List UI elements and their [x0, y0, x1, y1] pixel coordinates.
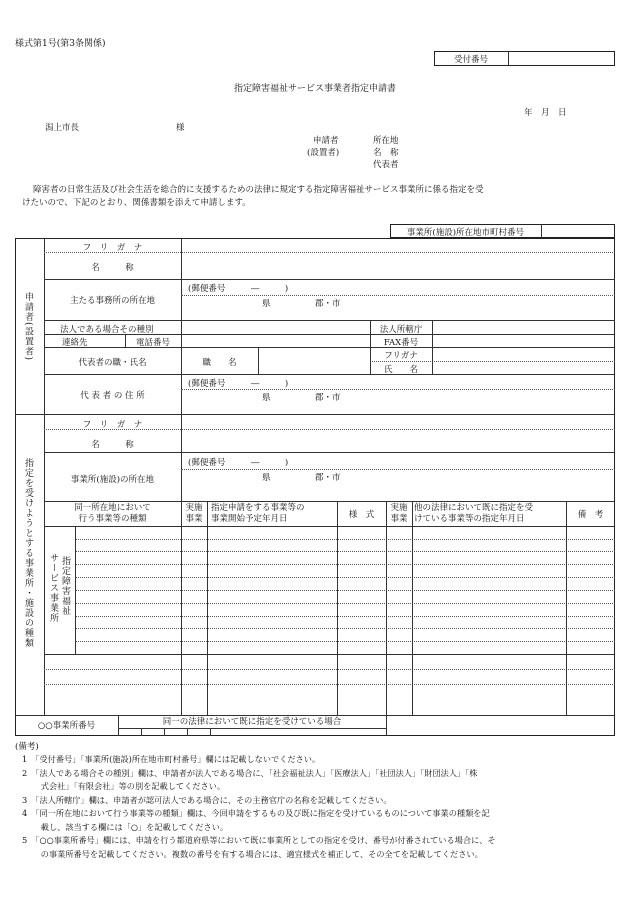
municipality-divider — [541, 224, 542, 238]
col-header-line: 同一所在地において — [74, 503, 151, 513]
sec1-corp-authority-label: 法人所轄庁 — [379, 325, 423, 335]
grid-line — [566, 501, 567, 715]
grid-line — [118, 728, 386, 729]
section-divider — [15, 414, 615, 415]
row-line — [370, 361, 615, 362]
col-header-line: 実施 — [390, 503, 408, 513]
note-line: 載し、該当する欄には「○」を記載してください。 — [30, 821, 229, 832]
sec1-position-label: 職 名 — [202, 358, 237, 368]
intro-line-2: けたいので、下記のとおり、関係書類を添えて申請します。 — [22, 198, 251, 208]
sec1-rep-address-label: 代 表 者 の 住 所 — [80, 391, 145, 401]
form-number: 様式第1号(第3条関係) — [15, 39, 106, 49]
note-line: の事業所番号を記載してください。複数の番号を有する場合には、適宜様式を補正して、その全てを記載してください。 — [30, 848, 483, 859]
row-line — [44, 320, 615, 321]
addressee: 潟上市長 — [45, 123, 80, 133]
addressee-honorific: 様 — [176, 123, 185, 133]
grid-line — [75, 539, 615, 540]
intro-line-1: 障害者の日常生活及び社会生活を総合的に支援するための法律に規定する指定障害福祉サービス事業所に係る指定を受 — [33, 185, 484, 195]
sec1-fax-label: FAX番号 — [383, 338, 419, 348]
grid-line — [75, 564, 615, 565]
col-header-line: 指定申請をする事業等の — [211, 503, 305, 513]
sec1-vertical-label: 申請者(設置者) — [23, 292, 33, 362]
col-header-style: 様 式 — [348, 510, 375, 520]
label-column-divider — [181, 238, 182, 501]
sec1-gun: 郡・市 — [315, 299, 341, 309]
col-header-same-location — [44, 503, 181, 525]
grid-line — [44, 526, 615, 527]
col-header-remarks: 備 考 — [577, 510, 604, 520]
same-law-label: 同一の法律において既に指定を受けている場合 — [162, 717, 342, 727]
col-header-implemented-2 — [386, 503, 412, 525]
sec1-pref: 県 — [262, 299, 271, 309]
grid-line — [412, 501, 413, 715]
reception-label: 受付番号 — [453, 55, 488, 65]
sec1-furigana-label: フ リ ガ ナ — [82, 243, 143, 253]
sec1-phone-label: 電話番号 — [135, 338, 170, 348]
sec1-rep-title-label: 代表者の職・氏名 — [78, 358, 147, 368]
grid-line — [141, 728, 142, 736]
grid-line — [187, 728, 188, 736]
applicant-rep: 代表者 — [373, 160, 399, 170]
col-header-line: 実施 — [185, 503, 203, 513]
grid-line — [44, 669, 615, 670]
col-header-line: けている事業等の指定年月日 — [414, 514, 525, 524]
col-header-line: 事業 — [185, 514, 203, 524]
col-line — [432, 320, 433, 374]
col-header-line: 事業開始予定年月日 — [211, 514, 288, 524]
sec1-rep-postal: (郵便番号 ― ) — [188, 379, 289, 389]
grid-line — [75, 616, 615, 617]
reception-divider — [508, 51, 509, 66]
row-line — [181, 469, 615, 470]
grid-line — [75, 628, 615, 629]
grid-line — [181, 501, 182, 715]
col-header-line: 事業 — [390, 514, 408, 524]
note-line: 1 「受付番号」「事業所(施設)所在地市町村番号」欄には記載しないでください。 — [22, 754, 321, 764]
row-line — [181, 389, 615, 390]
sec1-rep-pref: 県 — [262, 393, 271, 403]
note-line: 3 「法人所轄庁」欄は、申請者が認可法人である場合に、その主務官庁の名称を記載してください。 — [22, 794, 392, 805]
grid-line — [210, 728, 211, 736]
sec1-corp-type-label: 法人である場合その種別 — [60, 325, 154, 335]
row-line — [44, 452, 615, 453]
grid-line — [75, 590, 615, 591]
col-header-line: 他の法律において既に指定を受 — [414, 503, 534, 513]
sec1-rep-name-label: 氏 名 — [383, 365, 418, 375]
sec2-pref: 県 — [262, 473, 271, 483]
sec2-vertical-label: 指定を受けようとする事業所・施設の種類 — [23, 458, 33, 648]
col-header-implemented — [181, 503, 207, 525]
sec1-rep-gun: 郡・市 — [315, 393, 341, 403]
col-header-line: 行う事業等の種類 — [78, 514, 147, 524]
office-number-label: ○○事業所番号 — [37, 721, 96, 731]
row-line — [181, 295, 615, 296]
note-line: 4 「同一所在地において行う事業等の種類」欄は、今回申請をするもの及び既に指定を受けているものについて事業の種類を記 — [22, 808, 490, 818]
row-line — [44, 279, 615, 280]
service-vertical-a: 指定障害福祉 — [60, 556, 70, 616]
row-line — [44, 501, 615, 502]
col-header-other-law — [414, 503, 533, 525]
note-line: 式会社」「有限会社」等の別を記載してください。 — [30, 781, 226, 791]
grid-line — [75, 603, 615, 604]
application-table — [15, 238, 615, 736]
grid-line — [75, 641, 615, 642]
grid-line — [337, 501, 338, 715]
sec1-postal: (郵便番号 ― ) — [188, 284, 289, 294]
sec1-name-label: 名 称 — [91, 263, 134, 273]
grid-line — [75, 526, 76, 654]
applicant-name: 名 称 — [373, 148, 399, 158]
page-title: 指定障害福祉サービス事業者指定申請書 — [233, 84, 396, 94]
applicant-label2: (設置者) — [307, 148, 340, 158]
col-header-start-date — [211, 503, 305, 525]
date-line: 年 月 日 — [524, 108, 567, 118]
grid-line — [75, 577, 615, 578]
grid-line — [75, 551, 615, 552]
sec2-furigana-label: フ リ ガ ナ — [82, 420, 143, 430]
note-line: 2 「法人である場合その種別」欄は、申請者が法人である場合に、「社会福祉法人」「医療法人」「社団法人」「財団法人」「株 — [22, 767, 478, 778]
service-vertical-b: サービス事業所 — [48, 553, 58, 623]
sec2-gun: 郡・市 — [315, 473, 341, 483]
grid-line — [44, 684, 615, 685]
note-line: 5 「○○事業所番号」欄には、申請を行う都道府県等において既に事業所としての指定を受け、番号が付番されている場合に、そ — [22, 835, 496, 845]
grid-line — [44, 654, 615, 655]
col-line — [258, 347, 259, 374]
sec2-postal: (郵便番号 ― ) — [188, 458, 289, 468]
applicant-label: 申請者 — [313, 136, 339, 146]
sec1-rep-furigana-label: フリガナ — [384, 351, 418, 361]
sec2-name-label: 名 称 — [91, 440, 134, 450]
applicant-address: 所在地 — [373, 136, 399, 146]
sec1-office-address-label: 主たる事務所の所在地 — [69, 296, 155, 306]
grid-line — [207, 501, 208, 715]
row-line — [44, 374, 615, 375]
municipality-label: 事業所(施設)所在地市町村番号 — [406, 228, 525, 238]
sec2-address-label: 事業所(施設)の所在地 — [70, 475, 155, 485]
sec1-contact-label: 連絡先 — [62, 338, 88, 348]
grid-line — [164, 728, 165, 736]
notes-title: (備考) — [15, 742, 39, 752]
grid-line — [386, 501, 387, 736]
